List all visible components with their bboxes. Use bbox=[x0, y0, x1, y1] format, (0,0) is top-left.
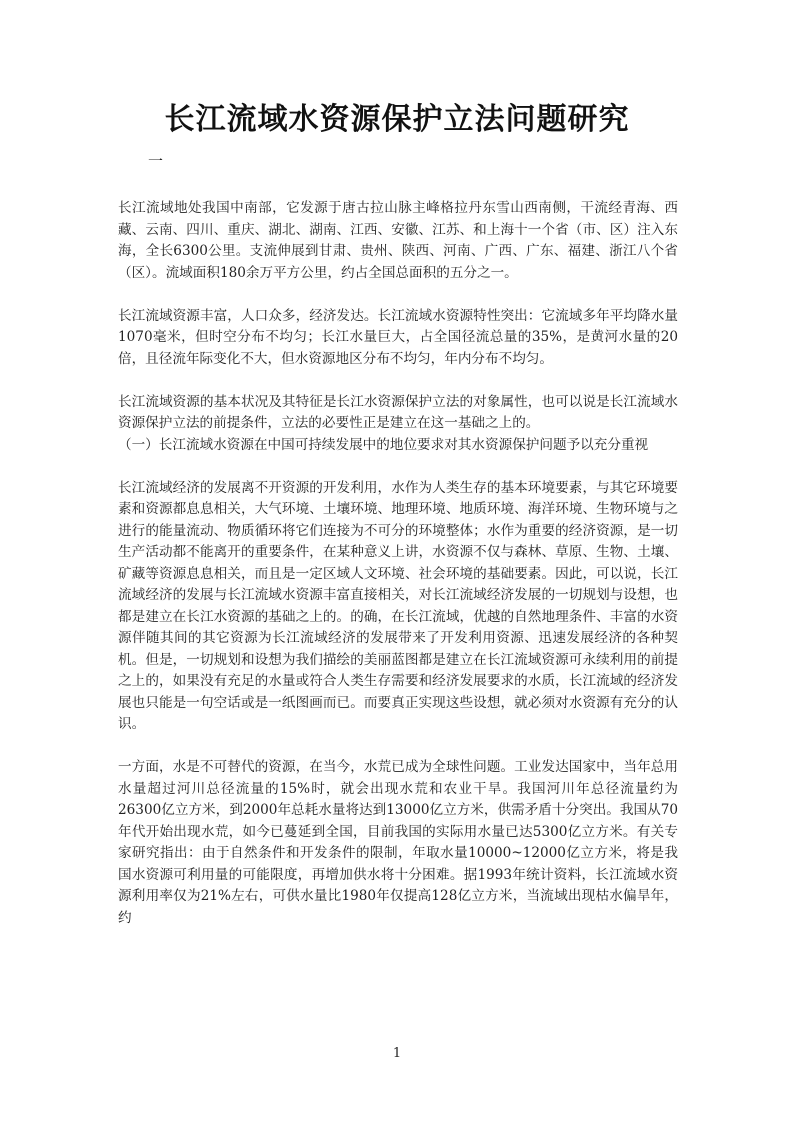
section-number: 一 bbox=[148, 152, 164, 170]
subsection-heading: （一）长江流域水资源在中国可持续发展中的地位要求对其水资源保护问题予以充分重视 bbox=[118, 436, 649, 453]
paragraph: 长江流域地处我国中南部，它发源于唐古拉山脉主峰格拉丹东雪山西南侧，干流经青海、西藏、云南、四川、重庆、湖北、湖南、江西、安徽、江苏、和上海十一个省（市、区）注入东海，全长6300公里。支流伸展到甘肃、贵州、陕西、河南、广西、广东、福建、浙江八个省（区）。流域面积180余万平方公里，约占全国总面积的五分之一。 bbox=[118, 200, 678, 281]
document-body bbox=[118, 198, 678, 951]
paragraph: 长江流域经济的发展离不开资源的开发利用，水作为人类生存的基本环境要素，与其它环境要素和资源都息息相关，大气环境、土壤环境、地理环境、地质环境、海洋环境、生物环境与之进行的能量流动、物质循环将它们连接为不可分的环境整体；水作为重要的经济资源，是一切生产活动都不能离开的重要条件，在某种意义上讲，水资源不仅与森林、草原、生物、土壤、矿藏等资源息息相关，而且是一定区域人文环境、社会环境的基础要素。因此，可以说，长江流域经济的发展与长江流域水资源丰富直接相关，对长江流域经济发展的一切规划与设想，也都是建立在长江水资源的基础之上的。的确，在长江流域，优越的自然地理条件、丰富的水资源伴随其间的其它资源为长江流域经济的发展带来了开发利用资源、迅速发展经济的各种契机。但是，一切规划和设想为我们描绘的美丽蓝图都是建立在长江流域资源可永续利用的前提之上的，如果没有充足的水量或符合人类生存需要和经济发展要求的水质，长江流域的经济发展也只能是一句空话或是一纸图画而已。而要真正实现这些设想，就必须对水资源有充分的认识。 bbox=[118, 479, 678, 732]
document-title: 长江流域水资源保护立法问题研究 bbox=[164, 102, 630, 137]
paragraph: 长江流域资源的基本状况及其特征是长江水资源保护立法的对象属性，也可以说是长江流域水资源保护立法的前提条件，立法的必要性正是建立在这一基础之上的。 bbox=[118, 393, 678, 431]
paragraph: 一方面，水是不可替代的资源，在当今，水荒已成为全球性问题。工业发达国家中，当年总用水量超过河川总径流量的15%时，就会出现水荒和农业干旱。我国河川年总径流量约为26300亿立方米，到2000年总耗水量将达到13000亿立方米，供需矛盾十分突出。我国从70年代开始出现水荒，如今已蔓延到全国，目前我国的实际用水量已达5300亿立方米。有关专家研究指出：由于自然条件和开发条件的限制，年取水量10000~12000亿立方米，将是我国水资源可利用量的可能限度，再增加供水将十分困难。据1993年统计资料，长江流域水资源利用率仅为21%左右，可供水量比1980年仅提高128亿立方米，当流域出现枯水偏旱年，约 bbox=[118, 759, 678, 926]
page-number: 1 bbox=[392, 1046, 402, 1061]
paragraph: 长江流域资源丰富，人口众多，经济发达。长江流域水资源特性突出：它流域多年平均降水量1070毫米，但时空分布不均匀；长江水量巨大，占全国径流总量的35%，是黄河水量的20倍，且径流年际变化不大，但水资源地区分布不均匀，年内分布不均匀。 bbox=[118, 307, 678, 367]
